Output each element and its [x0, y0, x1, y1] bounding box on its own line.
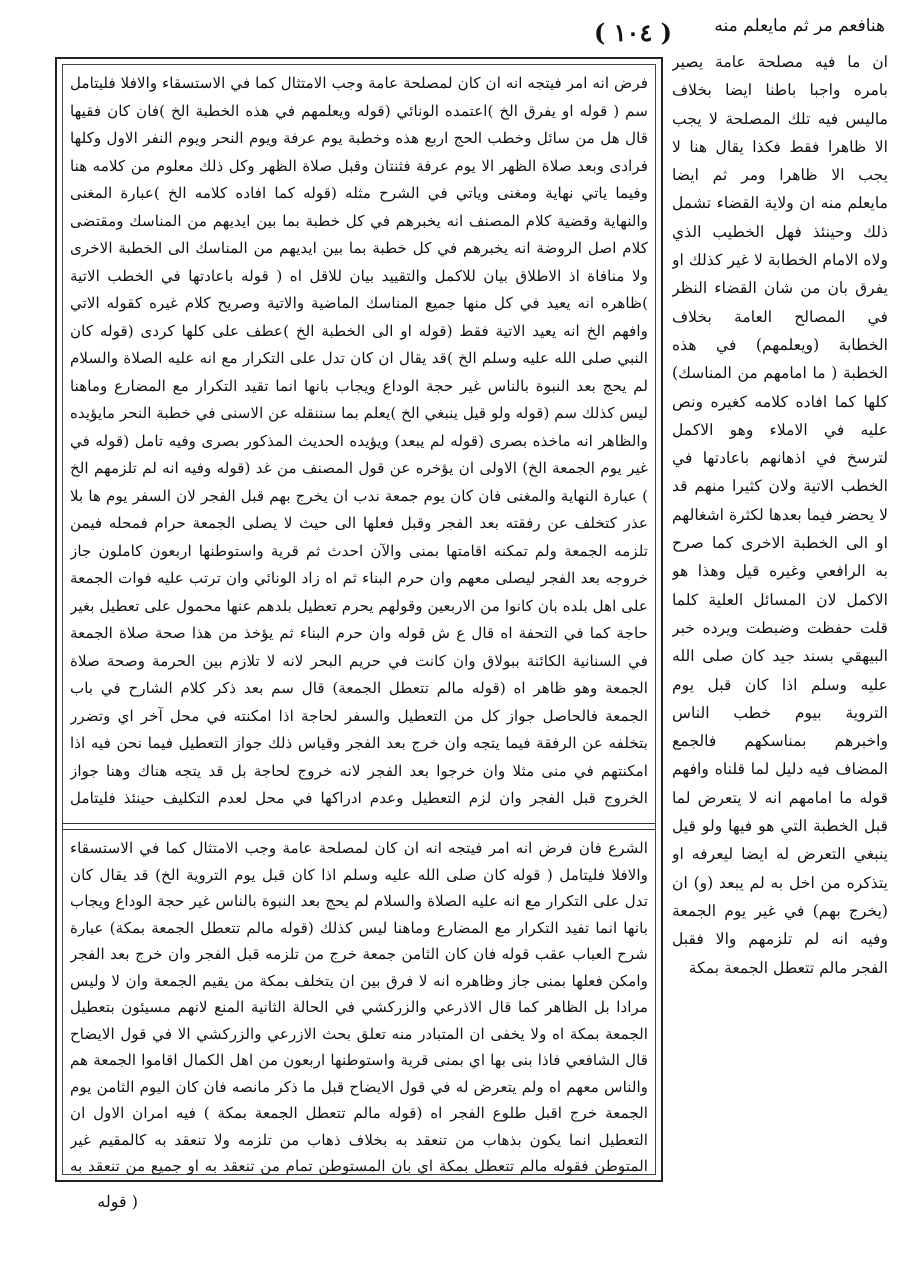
inner-border: [62, 64, 656, 1175]
catchword: ( قوله: [97, 1192, 138, 1211]
page-header: [0, 10, 897, 46]
margin-main-text: ان ما فيه مصلحة عامة يصير بامره واجبا باطنا ايضا بخلاف ماليس فيه تلك المصلحة لا يجب الا ظاهرا فقط فكذا يقال هنا لا يجب الا ظاهرا ومر ثم ايضا مايعلم منه ان ولاية القضاء تشمل ذلك وحينئذ فهل الخطيب الذي ولاه الامام الخطابة لا غير كذلك او يفرق بان من شان القضاء النظر في المصالح العامة بخلاف الخطابة (ويعلمهم) في هذه الخطبة ( ما امامهم من المناسك) كلها كما افاده كلامه كغيره ونص عليه في الاملاء وهو الاكمل لترسخ في اذهانهم باعادتها في الخطب الاتية ولان كثيرا منهم قد لا يحضر فيما بعدها لكثرة اشغالهم او الى الخطبة الاخرى كما صرح به الرافعي وغيره قيل وهذا هو الاكمل لان المسائل العلية كلما قلت حفظت وضبطت ويرده خبر البيهقي بسند جيد كان صلى الله عليه وسلم اذا كان قبل يوم التروية بيوم خطب الناس واخبرهم بمناسكهم فالجمع المضاف فيه دليل لما قلناه وافهم قوله ما امامهم انه لا يتعرض لما قبل الخطبة التي هو فيها ولو قيل ينبغي التعرض له ايضا ليعرفه او يتذكره من اخل به لم يبعد (و) ان (يخرج بهم) في غير يوم الجمعة وفيه انه لم تلزمهم والا فقبل الفجر مالم تتعطل الجمعة بمكة: [672, 53, 888, 977]
section-divider: [63, 823, 655, 830]
lower-commentary-text: الشرع فان فرض انه امر فيتجه انه ان كان لمصلحة عامة وجب الامتثال كما في الاستسقاء والافلا فليتامل ( قوله كان صلى الله عليه وسلم اذا كان قبل يوم التروية الخ) قد يقال كان تدل على التكرار مع انه عليه الصلاة والسلام لم يحج بعد النبوة بالناس غير حجة الوداع ويجاب بانها انما تفيد التكرار مع المضارع وماهنا ليس كذلك (قوله مالم تتعطل الجمعة بمكة) عبارة شرح العباب عقب قوله فان كان الثامن جمعة خرج من تلزمه قبل الفجر وان خرج بعد الفجر وامكن فعلها بمنى جاز وظاهره انه لا فرق بين ان يتخلف بمكة من يقيم الجمعة وان لا وليس مرادا بل الظاهر كما قال الاذرعي والزركشي في الحالة الثانية المنع لانهم مسيئون بتعطيل الجمعة بمكة اه ولا يخفى ان المتبادر منه تعلق بحث الازرعي والزركشي الا في قول الايضاح قال الشافعي فاذا بنى بها اي بمنى قرية واستوطنها اربعون من اهل الكمال اقاموا الجمعة هم والناس معهم اه ولم يتعرض له في قول الايضاح قبل ما ذكر مانصه فان كان اليوم الثامن يوم الجمعة خرج اقبل طلوع الفجر اه (قوله مالم تتعطل الجمعة بمكة ) فيه امران الاول ان التعطيل انما يكون بذهاب من تنعقد به بخلاف ذهاب من تلزمه ولا تنعقد به كالمقيم غير المتوطن فقوله مالم تتعطل بمكة اي بان المستوطن تمام من تنعقد به او جميع من تنعقد به: [70, 839, 648, 1175]
commentary-frame: [55, 57, 663, 1182]
upper-commentary-text: فرض انه امر فيتجه انه ان كان لمصلحة عامة وجب الامتثال كما في الاستسقاء والافلا فليتامل سم ( قوله او يفرق الخ )اعتمده الونائي (قوله ويعلمهم في هذه الخطبة الخ )فان كان فقيها قال هل من سائل وخطب الحج اربع هذه وخطبة يوم عرفة ويوم النحر ويوم النفر الاول وكلها فرادى وبعد صلاة الظهر الا يوم عرفة فثنتان وقبل صلاة الظهر وكل ذلك معلوم من كلامه هنا وفيما ياتي نهاية ومغنى وياتي في الشرح مثله (قوله كما افاده كلامه الخ )عبارة المغنى والنهاية وقضية كلام المصنف انه يخبرهم في كل خطبة بما بين ايديهم من المناسك ومقتضى كلام اصل الروضة انه يخبرهم في كل خطبة بما بين ايديهم من المناسك الى الخطبة الاخرى ولا منافاة اذ الاطلاق بيان للاكمل والتقييد بيان للاقل اه ( قوله باعادتها في الخطب الاتية )ظاهره انه يعيد في كل منها جميع المناسك الماضية والاتية وصريح كلام غيره كقوله الاتي وافهم الخ انه يعيد الاتية فقط (قوله او الى الخطبة الخ )عطف على كلها كردى (قوله كان النبي صلى الله عليه وسلم الخ )قد يقال ان كان تدل على التكرار مع انه عليه الصلاة والسلام لم يحج بعد النبوة بالناس غير حجة الوداع ويجاب بانها انما تقيد التكرار مع المضارع وماهنا ليس كذلك سم (قوله ولو قيل ينبغي الخ )يعلم بما سننقله عن الاسنى في خطبة النحر مايؤيده والظاهر انه ماخذه بصرى (قوله لم يبعد) ويؤيده الحديث المذكور بصرى وفيه تامل (قوله في غير يوم الجمعة الخ) الاولى ان يؤخره عن قول المصنف من غد (قوله وفيه انه لم تلزمهم الخ ) عبارة النهاية والمغنى فان كان يوم جمعة ندب ان يخرج بهم قبل الفجر لان السفر يوم ها بلا عذر كتخلف عن رفقته بعد الفجر وقبل فعلها الى حيث لا يصلى الجمعة حرام فمحله فيمن تلزمه الجمعة ولم تمكنه اقامتها بمنى والآن احدث ثم قرية واستوطنها اربعون كاملون جاز خروجه بعد الفجر ليصلى معهم وان حرم البناء ثم اه زاد الونائي وان ترتب عليه فوات الجمعة على اهل بلده بان كانوا من الاربعين وقولهم يحرم تعطيل بلدهم عنها محمول على تعطيل بغير حاجة كما في التحفة اه قال ع ش قوله وان حرم البناء ثم يؤخذ من هذا صحة صلاة الجمعة في السنانية الكائنة ببولاق وان كانت في حريم البحر لانه لا تلازم بين الحرمة وصحة صلاة الجمعة وهو ظاهر اه (قوله مالم تتعطل الجمعة) قال سم بعد ذكر كلام الشارح في باب الجمعة فالحاصل جواز كل من التعطيل والسفر لحاجة اذا امكنته في محل آخر اي وتضرر بتخلفه عن الرفقة فيما يتجه وان خرج بعد الفجر وقياس ذلك جواز التعطيل فيما نحن فيه اذا امكنتهم في منى مثلا وان خرجوا بعد الفجر لانه خروج لحاجة بل قد يتجه هناك وهنا جواز الخروج قبل الفجر وان لزم التعطيل وعدم ادراكها في محل لعدم التكليف حينئذ فليتامل: [70, 74, 648, 807]
page-number: ( ١٠٤ ): [593, 18, 673, 47]
margin-header-text: هنافعم مر ثم مايعلم منه: [714, 16, 885, 36]
